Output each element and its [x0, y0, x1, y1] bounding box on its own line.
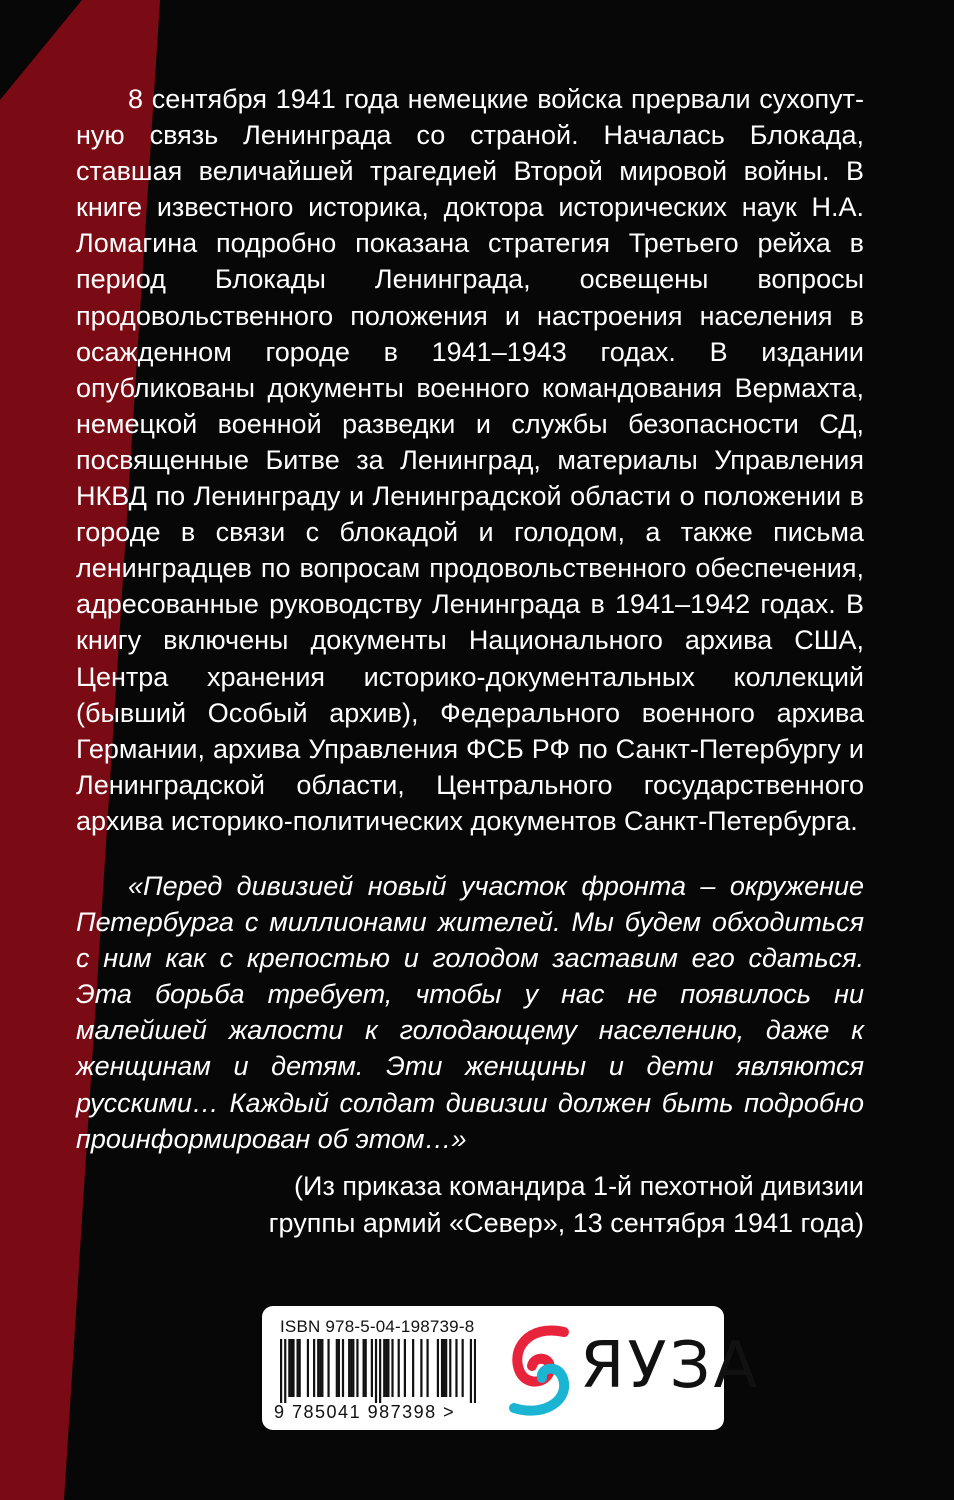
barcode-bar [420, 1339, 422, 1397]
barcode-bar [365, 1339, 367, 1397]
barcode-bar [445, 1339, 447, 1397]
barcode-bar [327, 1339, 329, 1397]
barcode-bar [342, 1339, 344, 1397]
isbn-barcode-panel [262, 1306, 761, 1430]
publisher-name: ЯУЗА [580, 1329, 761, 1403]
barcode-bar [391, 1339, 393, 1397]
barcode-bar [363, 1339, 365, 1397]
barcode-bar [288, 1339, 290, 1397]
barcode-bar [379, 1339, 381, 1403]
isbn-label: ISBN 978-5-04-198739-8 [280, 1317, 475, 1336]
barcode-bar [321, 1339, 323, 1397]
barcode-bar [338, 1339, 340, 1397]
barcode-bar [441, 1339, 443, 1397]
barcode-bar [375, 1339, 377, 1403]
barcode-bar [470, 1339, 472, 1403]
barcode-bar [290, 1339, 292, 1397]
barcode-bar [319, 1339, 321, 1397]
barcode-bar [437, 1339, 439, 1397]
book-description: 8 сентября 1941 года немецкие войска прервали сухопутную связь Ленинграда со страной. Началась Блокада, ставшая величайшей трагедией Второй мировой войны. В книге известного историка, доктора исторических наук Н.А. Ломагина подробно показана стратегия Третьего рейха в период Блокады Ленинграда, освещены вопросы продовольственного положения и настроения населения в осажденном городе в 1941–1943 годах. В издании опубликованы документы военного командования Вермахта, немецкой военной разведки и службы безопасности СД, посвященные Битве за Ленинград, материалы Управления НКВД по Ленинграду и Ленинградской области о положении в городе в связи с блокадой и голодом, а также письма ленинградцев по вопросам продовольственного обеспечения, адресованные руководству Ленинграда в 1941–1942 годах. В книгу включены документы Национального архива США, Центра хранения историко-документальных коллекций (бывший Особый архив), Федерального военного архива Германии, архива Управления ФСБ РФ по Санкт-Петербургу и Ленинградской области, Центрального государственного архива историко-политических документов Санкт-Петербурга. [76, 84, 864, 836]
barcode-bar [299, 1339, 301, 1397]
quote-source [76, 1168, 864, 1241]
barcode-bar [307, 1339, 309, 1397]
barcode-digits: 9 785041 987398 > [274, 1402, 456, 1422]
barcode-bar [412, 1339, 414, 1397]
barcode-bar [297, 1339, 299, 1397]
barcode-bar [404, 1339, 406, 1397]
barcode-bar [398, 1339, 400, 1397]
quote-source-line-1: (Из приказа командира 1-й пехотной дивизии [294, 1171, 864, 1201]
barcode-bar [371, 1339, 373, 1397]
quote-source-line-2: группы армий «Север», 13 сентября 1941 года) [268, 1207, 864, 1238]
barcode-bar [462, 1339, 464, 1397]
barcode-bar [387, 1339, 389, 1397]
barcode-bar [348, 1339, 350, 1397]
barcode-bar [352, 1339, 354, 1397]
barcode-bar [313, 1339, 315, 1397]
barcode-bar [356, 1339, 358, 1397]
barcode-icon [280, 1339, 476, 1403]
barcode-bar [474, 1339, 476, 1403]
barcode-bar [385, 1339, 387, 1397]
barcode-bar [317, 1339, 319, 1397]
barcode-bar [455, 1339, 457, 1397]
barcode-bar [426, 1339, 428, 1397]
barcode-bar [443, 1339, 445, 1397]
quote-text: «Перед дивизией новый участок фронта – окружение Петербурга с миллионами жителей. Мы будем обходиться с ним как с крепостью и голодом заставим его сдаться. Эта борьба требует, чтобы у нас не появилось ни малейшей жалости к голодающему населению, даже к женщинам и детям. Эти женщины и дети являются русскими… Каждый солдат дивизии должен быть подробно проинформирован об этом…» [76, 871, 864, 1154]
barcode-bar [350, 1339, 352, 1397]
barcode-bar [383, 1339, 385, 1397]
barcode-bar [280, 1339, 282, 1403]
barcode-bar [449, 1339, 451, 1397]
barcode-bar [336, 1339, 338, 1397]
barcode-bar [284, 1339, 286, 1403]
barcode-bar [292, 1339, 294, 1397]
yauza-logo-icon [506, 1320, 576, 1420]
